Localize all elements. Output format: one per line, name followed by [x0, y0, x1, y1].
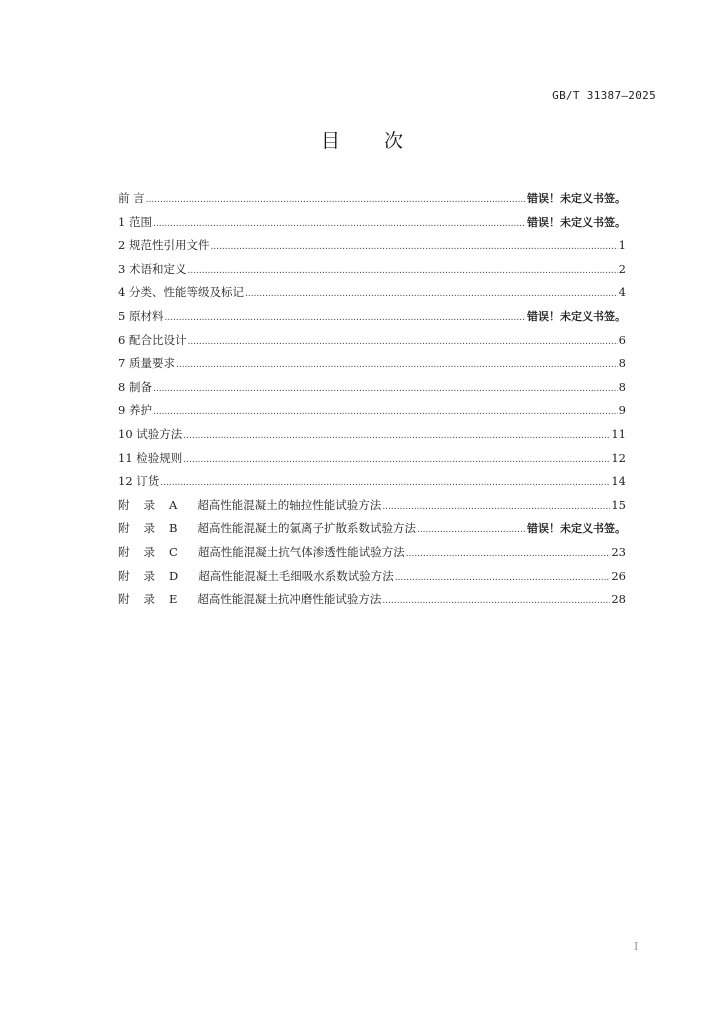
standard-code: GB/T 31387—2025 [552, 89, 656, 102]
toc-page: 错误！未定义书签。 [527, 215, 626, 229]
toc-label: 3 术语和定义 [118, 261, 187, 276]
toc-entry-annex-d[interactable] [118, 566, 626, 590]
annex-title: 超高性能混凝土抗冲磨性能试验方法 [197, 592, 382, 607]
annex-label [118, 542, 405, 562]
toc-label: 2 规范性引用文件 [118, 238, 210, 253]
toc-page: 23 [611, 544, 626, 559]
annex-letter: E [169, 592, 178, 607]
annex-letter: A [169, 497, 178, 512]
table-of-contents [118, 188, 626, 613]
toc-entry-normative-references[interactable] [118, 235, 626, 259]
toc-entry-foreword[interactable] [118, 188, 626, 212]
toc-page: 15 [611, 497, 626, 512]
title-char-1: 目 [320, 130, 340, 152]
toc-page: 错误！未定义书签。 [527, 522, 626, 536]
annex-label [118, 566, 394, 586]
annex-title: 超高性能混凝土抗气体渗透性能试验方法 [197, 544, 405, 559]
toc-entry-raw-materials[interactable] [118, 306, 626, 330]
toc-page: 14 [611, 474, 626, 489]
toc-page: 8 [618, 356, 626, 371]
toc-entry-ordering[interactable] [118, 471, 626, 495]
toc-page: 4 [618, 285, 626, 300]
toc-leader-dots [406, 544, 611, 564]
annex-fu: 附 [118, 568, 130, 583]
toc-page: 11 [611, 426, 626, 441]
toc-leader-dots [183, 450, 610, 470]
page-number: I [634, 940, 639, 953]
toc-entry-annex-c[interactable] [118, 542, 626, 566]
toc-leader-dots [164, 308, 526, 328]
toc-entry-annex-a[interactable] [118, 495, 626, 519]
toc-page: 9 [618, 403, 626, 418]
toc-leader-dots [146, 190, 526, 210]
toc-leader-dots [187, 261, 617, 281]
annex-label [118, 589, 381, 609]
toc-entry-scope[interactable] [118, 212, 626, 236]
title-char-2: 次 [384, 130, 404, 152]
toc-page: 2 [618, 261, 626, 276]
toc-page: 28 [611, 592, 626, 607]
annex-label [118, 518, 416, 538]
annex-fu: 附 [118, 521, 130, 536]
annex-title: 超高性能混凝土的氯离子扩散系数试验方法 [197, 521, 416, 536]
toc-label: 6 配合比设计 [118, 332, 187, 347]
toc-leader-dots [176, 355, 618, 375]
annex-label [118, 495, 381, 515]
toc-page: 8 [618, 379, 626, 394]
toc-leader-dots [417, 520, 526, 540]
annex-fu: 附 [118, 497, 130, 512]
annex-lu: 录 [143, 497, 155, 512]
toc-leader-dots [395, 568, 611, 588]
toc-label: 11 检验规则 [118, 450, 183, 465]
toc-label: 9 养护 [118, 403, 152, 418]
annex-title: 超高性能混凝土的轴拉性能试验方法 [197, 497, 382, 512]
toc-entry-annex-e[interactable] [118, 589, 626, 613]
annex-lu: 录 [143, 592, 155, 607]
annex-lu: 录 [143, 521, 155, 536]
toc-entry-quality[interactable] [118, 353, 626, 377]
toc-leader-dots [153, 379, 618, 399]
toc-leader-dots [183, 426, 610, 446]
annex-lu: 录 [143, 568, 155, 583]
toc-leader-dots [210, 237, 617, 257]
annex-fu: 附 [118, 544, 130, 559]
toc-leader-dots [187, 332, 617, 352]
toc-label: 1 范围 [118, 214, 152, 229]
toc-label: 7 质量要求 [118, 356, 175, 371]
toc-leader-dots [245, 284, 618, 304]
toc-entry-annex-b[interactable] [118, 518, 626, 542]
toc-leader-dots [160, 473, 610, 493]
toc-label: 12 订货 [118, 474, 160, 489]
annex-letter: B [169, 521, 178, 536]
toc-label: 5 原材料 [118, 308, 164, 323]
toc-page: 26 [611, 568, 626, 583]
toc-page: 1 [618, 238, 626, 253]
annex-letter: D [169, 568, 179, 583]
toc-entry-terms[interactable] [118, 259, 626, 283]
annex-title: 超高性能混凝土毛细吸水系数试验方法 [198, 568, 394, 583]
toc-page: 错误！未定义书签。 [527, 309, 626, 323]
toc-entry-mix-design[interactable] [118, 330, 626, 354]
toc-entry-preparation[interactable] [118, 377, 626, 401]
toc-label: 前 言 [118, 191, 145, 205]
toc-entry-curing[interactable] [118, 400, 626, 424]
annex-fu: 附 [118, 592, 130, 607]
annex-lu: 录 [143, 544, 155, 559]
toc-leader-dots [382, 591, 610, 611]
toc-leader-dots [382, 497, 610, 517]
toc-page: 错误！未定义书签。 [527, 192, 626, 205]
toc-entry-test-methods[interactable] [118, 424, 626, 448]
toc-label: 10 试验方法 [118, 426, 183, 441]
toc-page: 12 [611, 450, 626, 465]
page-title [0, 126, 724, 153]
toc-label: 4 分类、性能等级及标记 [118, 285, 244, 300]
toc-entry-classification[interactable] [118, 282, 626, 306]
toc-leader-dots [153, 214, 526, 234]
toc-page: 6 [618, 332, 626, 347]
annex-letter: C [169, 544, 178, 559]
toc-label: 8 制备 [118, 379, 152, 394]
toc-entry-inspection-rules[interactable] [118, 448, 626, 472]
toc-leader-dots [153, 402, 618, 422]
